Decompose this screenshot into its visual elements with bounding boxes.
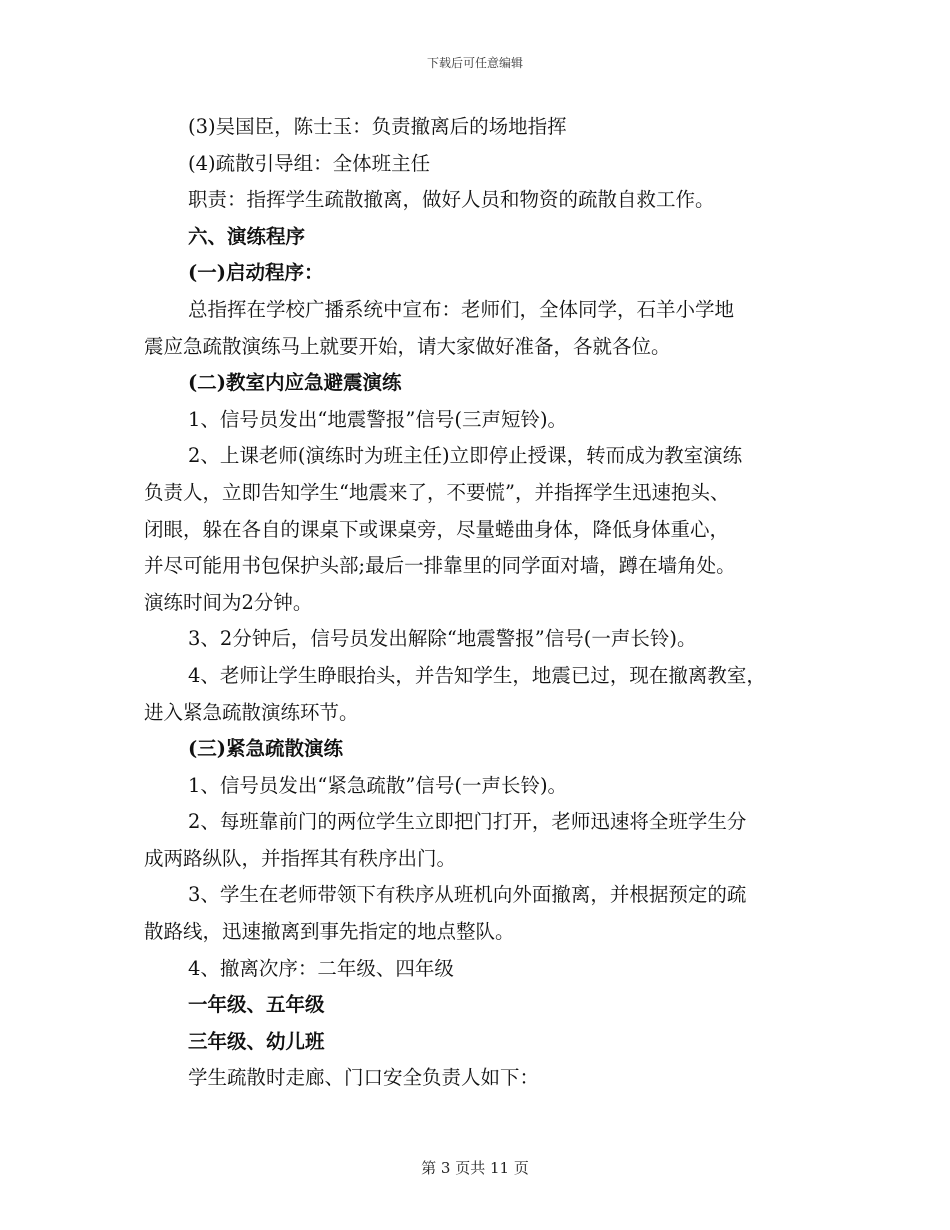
text-line: 负责人，立即告知学生“地震来了，不要慌”，并指挥学生迅速抱头、 (144, 480, 730, 504)
text-line: 学生疏散时走廊、门口安全负责人如下： (188, 1066, 540, 1090)
text-line: 三年级、幼儿班 (188, 1029, 325, 1053)
text-line: 总指挥在学校广播系统中宣布：老师们，全体同学，石羊小学地 (188, 297, 735, 321)
text-line: 4、老师让学生睁眼抬头，并告知学生，地震已过，现在撤离教室， (188, 663, 766, 687)
text-line: 闭眼，躲在各自的课桌下或课桌旁，尽量蜷曲身体，降低身体重心， (144, 517, 730, 541)
text-line: 成两路纵队，并指挥其有秩序出门。 (144, 846, 457, 870)
text-line: 1、信号员发出“地震警报”信号(三声短铃)。 (188, 407, 568, 431)
section-heading: 六、演练程序 (188, 224, 306, 248)
subsection-heading: (一)启动程序： (188, 261, 324, 285)
page-footer: 第 3 页共 11 页 (421, 1159, 529, 1177)
text-line: 4、撤离次序：二年级、四年级 (188, 956, 454, 980)
text-line: (4)疏散引导组：全体班主任 (188, 151, 431, 175)
document-body (144, 109, 824, 1097)
text-line: 并尽可能用书包保护头部;最后一排靠里的同学面对墙，蹲在墙角处。 (144, 554, 736, 578)
text-line: 2、每班靠前门的两位学生立即把门打开，老师迅速将全班学生分 (188, 810, 747, 834)
text-line: 3、学生在老师带领下有秩序从班机向外面撤离，并根据预定的疏 (188, 883, 747, 907)
page-header: 下载后可任意编辑 (426, 56, 523, 70)
text-line: 1、信号员发出“紧急疏散”信号(一声长铃)。 (188, 773, 568, 797)
text-line: (3)吴国臣，陈士玉：负责撤离后的场地指挥 (188, 115, 567, 138)
subsection-heading: (二)教室内应急避震演练 (188, 371, 402, 395)
text-line: 散路线，迅速撤离到事先指定的地点整队。 (144, 920, 515, 944)
text-line: 3、2分钟后，信号员发出解除“地震警报”信号(一声长铃)。 (188, 627, 697, 651)
subsection-heading: (三)紧急疏散演练 (188, 737, 343, 761)
text-line: 一年级、五年级 (188, 993, 325, 1017)
text-line: 2、上课老师(演练时为班主任)立即停止授课，转而成为教室演练 (188, 444, 743, 468)
text-line: 演练时间为2分钟。 (144, 590, 313, 614)
text-line: 震应急疏散演练马上就要开始，请大家做好准备，各就各位。 (144, 334, 671, 358)
text-line: 职责：指挥学生疏散撤离，做好人员和物资的疏散自救工作。 (188, 188, 715, 212)
text-line: 进入紧急疏散演练环节。 (144, 700, 359, 724)
